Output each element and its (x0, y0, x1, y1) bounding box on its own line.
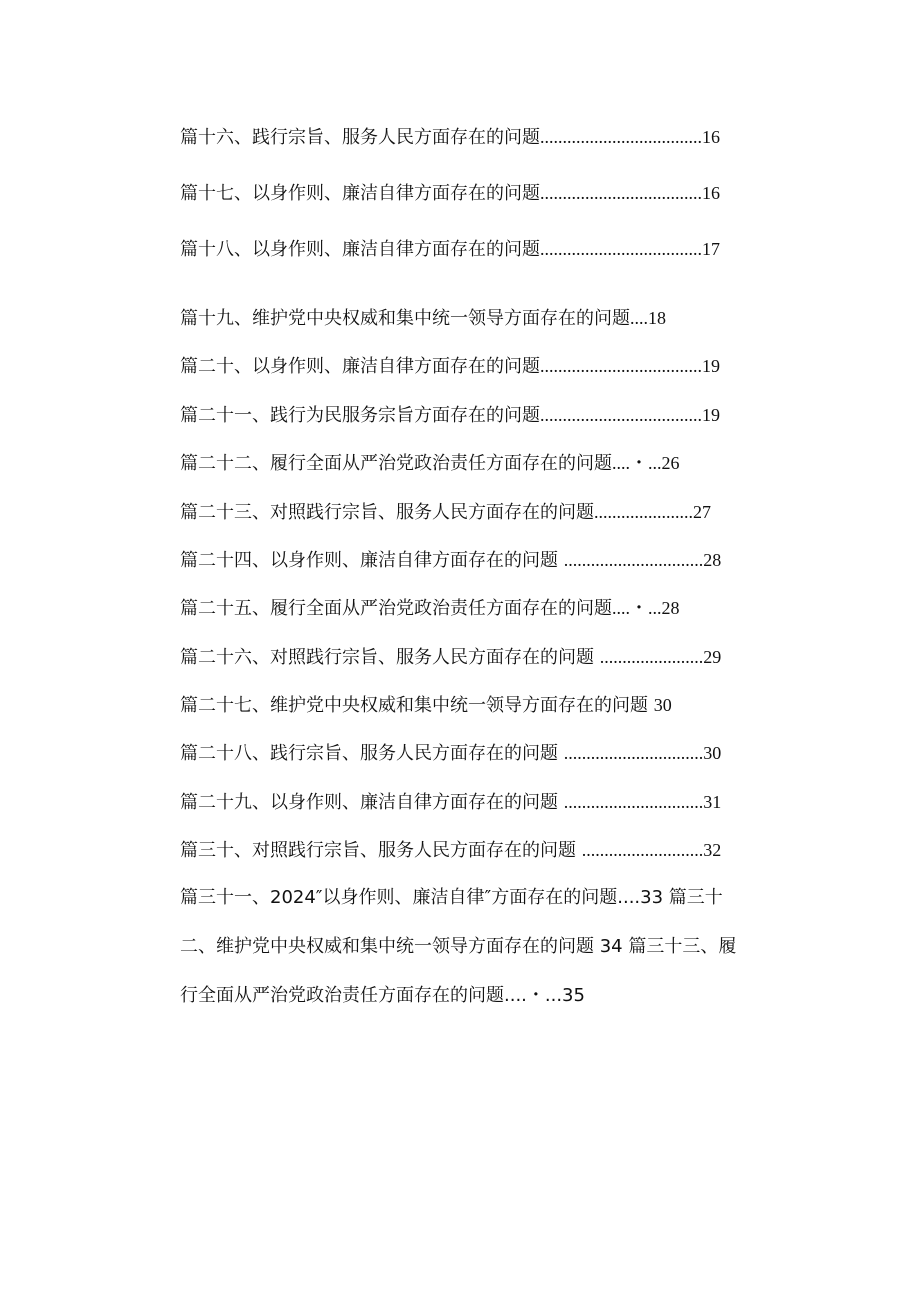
toc-entry-title: 篇二十四、以身作则、廉洁自律方面存在的问题 (180, 550, 564, 571)
toc-entry-title: 篇二十七、维护党中央权威和集中统一领导方面存在的问题 (180, 695, 654, 716)
toc-entry-page: 32 (703, 840, 722, 860)
toc-entry[interactable] (180, 306, 666, 331)
toc-entry-leader: ....................... (599, 647, 704, 667)
toc-entry-title: 篇二十九、以身作则、廉洁自律方面存在的问题 (180, 792, 564, 813)
toc-entry[interactable] (180, 181, 720, 206)
toc-entry[interactable] (180, 403, 720, 428)
toc-entry-title: 篇二十一、践行为民服务宗旨方面存在的问题 (180, 405, 540, 426)
toc-entry[interactable] (180, 451, 680, 476)
toc-entry-title: 篇二十六、对照践行宗旨、服务人民方面存在的问题 (180, 647, 600, 668)
tail-paragraph-line: 篇三十一、2024″以身作则、廉洁自律″方面存在的问题....33 篇三十 (180, 887, 723, 908)
toc-entry-title: 篇二十三、对照践行宗旨、服务人民方面存在的问题 (180, 502, 594, 523)
toc-entry-leader: .................................... (540, 405, 702, 425)
toc-entry-page: 30 (653, 695, 672, 715)
toc-entry[interactable] (180, 741, 721, 766)
toc-entry-page: 28 (661, 598, 680, 618)
toc-entry-title: 篇二十八、践行宗旨、服务人民方面存在的问题 (180, 743, 564, 764)
toc-entry-title: 篇十八、以身作则、廉洁自律方面存在的问题 (180, 239, 540, 260)
toc-entry-leader: .................................... (540, 356, 702, 376)
toc-entry-title: 篇二十五、履行全面从严治党政治责任方面存在的问题 (180, 598, 612, 619)
toc-entry-page: 31 (703, 792, 722, 812)
toc-entry[interactable] (180, 693, 672, 718)
toc-entry-leader: ............................... (563, 550, 704, 570)
toc-entry-title: 篇十九、维护党中央权威和集中统一领导方面存在的问题 (180, 308, 630, 329)
toc-entry-leader: ...................... (594, 502, 693, 522)
toc-entry-title: 篇十七、以身作则、廉洁自律方面存在的问题 (180, 183, 540, 204)
toc-entry-leader: ....・... (612, 598, 662, 618)
toc-entry-leader: .................................... (540, 239, 702, 259)
toc-entry[interactable] (180, 645, 721, 670)
toc-entry-page: 30 (703, 743, 722, 763)
toc-entry-leader: ....・... (612, 453, 662, 473)
tail-paragraph-line: 二、维护党中央权威和集中统一领导方面存在的问题 34 篇三十三、履 (180, 936, 737, 957)
toc-entry-page: 17 (702, 239, 720, 259)
toc-entry-leader: ........................... (581, 840, 704, 860)
toc-entry[interactable] (180, 548, 721, 573)
toc-entry-page: 26 (661, 453, 680, 473)
toc-entry-page: 19 (702, 405, 720, 425)
toc-entry-title: 篇二十、以身作则、廉洁自律方面存在的问题 (180, 356, 540, 377)
toc-entry-page: 29 (703, 647, 722, 667)
toc-entry[interactable] (180, 125, 720, 150)
toc-entry-page: 19 (702, 356, 720, 376)
toc-entry-leader: .................................... (540, 127, 702, 147)
toc-entry-leader: .................................... (540, 183, 702, 203)
toc-entry-title: 篇十六、践行宗旨、服务人民方面存在的问题 (180, 127, 540, 148)
toc-entry-title: 篇三十、对照践行宗旨、服务人民方面存在的问题 (180, 840, 582, 861)
toc-entry-page: 18 (648, 308, 666, 328)
toc-entry[interactable] (180, 500, 711, 525)
toc-entry-leader: ............................... (563, 792, 704, 812)
toc-entry-page: 16 (702, 183, 720, 203)
toc-entry[interactable] (180, 354, 720, 379)
toc-entry-leader: .... (630, 308, 648, 328)
toc-entry-page: 28 (703, 550, 722, 570)
toc-entry[interactable] (180, 838, 721, 863)
toc-entry-leader: ............................... (563, 743, 704, 763)
toc-entry[interactable] (180, 790, 721, 815)
tail-paragraph-line: 行全面从严治党政治责任方面存在的问题....・...35 (180, 985, 585, 1006)
toc-entry-page: 16 (702, 127, 720, 147)
toc-entry[interactable] (180, 596, 680, 621)
toc-entry[interactable] (180, 237, 720, 262)
toc-entry-page: 27 (693, 502, 711, 522)
toc-entry-title: 篇二十二、履行全面从严治党政治责任方面存在的问题 (180, 453, 612, 474)
